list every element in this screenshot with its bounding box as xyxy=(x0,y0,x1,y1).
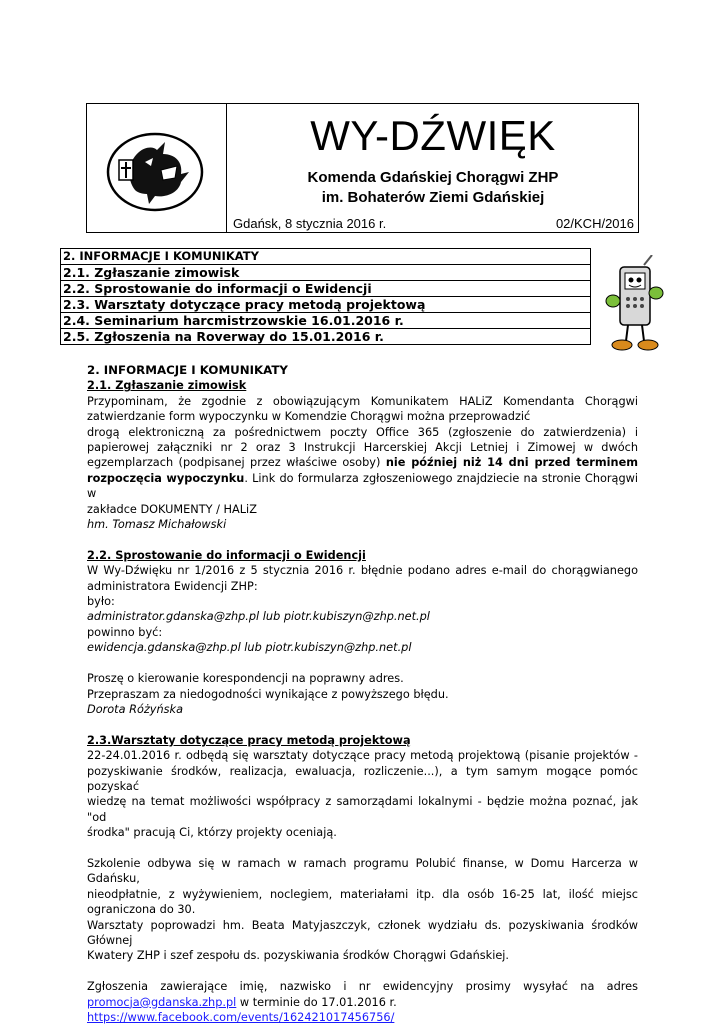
main-content xyxy=(87,363,638,1025)
table-of-contents xyxy=(60,248,591,345)
paragraph-line: pozyskiwanie środków, realizacja, ewaluacja, rozliczenie...), a tym samym mogące pomóc pozyskać xyxy=(87,764,638,793)
should-be-label: powinno być: xyxy=(87,625,163,639)
paragraph-line: nieodpłatnie, z wyżywieniem, noclegiem, materiałami itp. dla osób 16-25 lat, ilość miejsc xyxy=(87,887,638,901)
toc-item[interactable]: 2.1. Zgłaszanie zimowisk xyxy=(61,265,591,281)
paragraph-line: środka" pracują Ci, którzy projekty oceniają. xyxy=(87,826,337,840)
text-segment: egzemplarzach (podpisanej przez właściwe osoby) xyxy=(87,456,381,470)
toc-item[interactable]: 2. INFORMACJE I KOMUNIKATY xyxy=(61,249,591,265)
issuer-name: Komenda Gdańskiej Chorągwi ZHP xyxy=(307,169,559,186)
paragraph-line: Proszę o kierowanie korespondencji na poprawny adres. xyxy=(87,672,404,686)
paragraph-line: Przepraszam za niedogodności wynikające z powyższego błędu. xyxy=(87,687,449,701)
subsection-title-2-3: 2.3.Warsztaty dotyczące pracy metodą projektową xyxy=(87,733,411,747)
toc-item[interactable]: 2.4. Seminarium harcmistrzowskie 16.01.2016 r. xyxy=(61,313,591,329)
old-email-addresses: administrator.gdanska@zhp.pl lub piotr.kubiszyn@zhp.net.pl xyxy=(87,610,430,624)
paragraph-line: Przypominam, że zgodnie z obowiązującym Komunikatem HALiZ Komendanta Chorągwi xyxy=(87,394,638,408)
place-date: Gdańsk, 8 stycznia 2016 r. xyxy=(233,216,387,231)
griffin-emblem-icon xyxy=(105,132,205,212)
walkie-talkie-mascot-icon xyxy=(604,255,664,355)
header-box xyxy=(86,103,639,233)
paragraph-line: papierowej załączniki nr 2 oraz 3 Instrukcji Harcerskiej Akcji Letniej i Zimowej w dwóch xyxy=(87,441,638,455)
paragraph-line xyxy=(87,995,638,1010)
paragraph-line: W Wy-Dźwięku nr 1/2016 z 5 stycznia 2016 r. błędnie podano adres e-mail do chorągwianego xyxy=(87,564,638,578)
deadline-text: nie później niż 14 dni przed terminem xyxy=(385,456,639,470)
deadline-text: rozpoczęcia wypoczynku xyxy=(87,471,245,485)
author-signature: Dorota Różyńska xyxy=(87,702,183,716)
document-number: 02/KCH/2016 xyxy=(555,216,634,231)
toc-item[interactable]: 2.2. Sprostowanie do informacji o Ewidencji xyxy=(61,281,591,297)
paragraph-line: Kwatery ZHP i szef zespołu ds. pozyskiwania środków Chorągwi Gdańskiej. xyxy=(87,949,510,963)
toc-item[interactable]: 2.3. Warsztaty dotyczące pracy metodą projektową xyxy=(61,297,591,313)
logo-cell xyxy=(87,104,227,232)
subsection-title-2-2: 2.2. Sprostowanie do informacji o Ewidencji xyxy=(87,548,366,562)
email-link[interactable]: promocja@gdanska.zhp.pl xyxy=(87,995,237,1009)
paragraph-line: ograniczona do 30. xyxy=(87,903,196,917)
paragraph-line: administratora Ewidencji ZHP: xyxy=(87,579,258,593)
paragraph-line xyxy=(87,1010,638,1025)
toc-item[interactable]: 2.5. Zgłoszenia na Roverway do 15.01.2016 r. xyxy=(61,329,591,345)
paragraph-line: Warsztaty poprowadzi hm. Beata Matyjaszczyk, członek wydziału ds. pozyskiwania środków Głównej xyxy=(87,918,638,947)
newsletter-title: WY-DŹWIĘK xyxy=(310,112,556,159)
section-title: 2. INFORMACJE I KOMUNIKATY xyxy=(87,363,288,377)
paragraph-line: wiedzę na temat możliwości współpracy z samorządami lokalnymi - będzie można poznać, jak "od xyxy=(87,795,638,824)
paragraph-line: zatwierdzanie form wypoczynku w Komendzie Chorągwi można przeprowadzić xyxy=(87,410,531,424)
text-segment: . Link do formularza zgłoszeniowego znajdziecie na stronie Chorągwi w xyxy=(87,471,639,501)
paragraph-line: zakładce DOKUMENTY / HALiZ xyxy=(87,502,257,516)
paragraph-line: drogą elektroniczną za pośrednictwem poczty Office 365 (zgłoszenie do zatwierdzenia) i xyxy=(87,425,638,439)
correct-email-addresses: ewidencja.gdanska@zhp.pl lub piotr.kubiszyn@zhp.net.pl xyxy=(87,641,412,655)
paragraph-line: 22-24.01.2016 r. odbędą się warsztaty dotyczące pracy metodą projektową (pisanie projektów - xyxy=(87,749,638,763)
paragraph-line xyxy=(87,455,638,470)
text-segment: w terminie do 17.01.2016 r. xyxy=(236,995,397,1009)
subsection-title-2-1: 2.1. Zgłaszanie zimowisk xyxy=(87,379,247,393)
facebook-event-link[interactable]: https://www.facebook.com/events/162421017456756/ xyxy=(87,1010,395,1024)
was-label: było: xyxy=(87,595,115,609)
author-signature: hm. Tomasz Michałowski xyxy=(87,518,227,532)
issuer-patron: im. Bohaterów Ziemi Gdańskiej xyxy=(321,189,545,206)
paragraph-line xyxy=(87,471,638,502)
paragraph-line: Szkolenie odbywa się w ramach w ramach programu Polubić finanse, w Domu Harcerza w Gdańsku, xyxy=(87,856,638,886)
paragraph-line: Zgłoszenia zawierające imię, nazwisko i nr ewidencyjny prosimy wysyłać na adres xyxy=(87,980,638,994)
